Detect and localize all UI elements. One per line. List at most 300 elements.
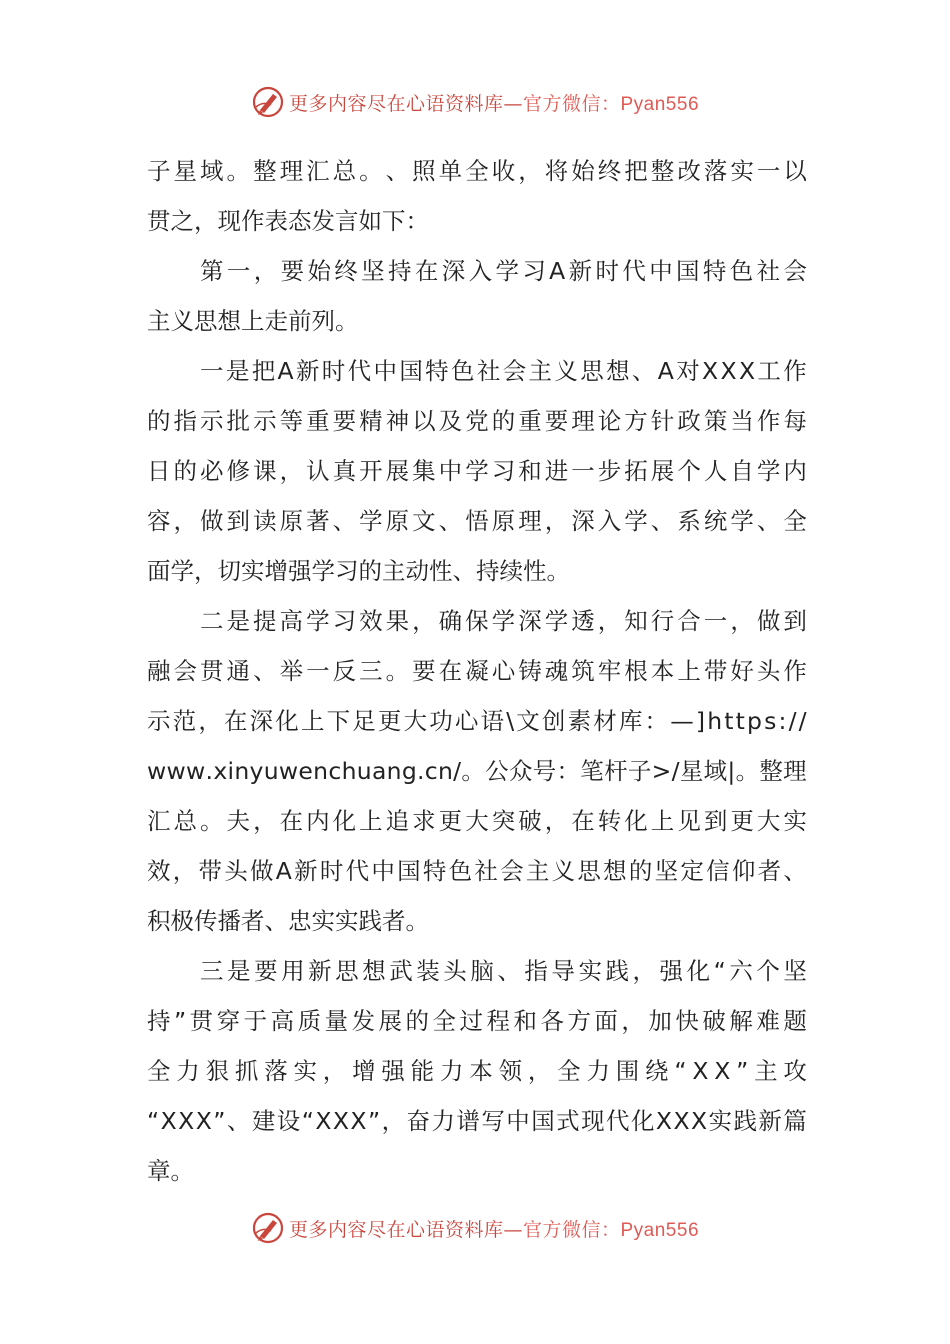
glyph: y: [249, 757, 264, 785]
glyph: 举: [279, 657, 304, 685]
glyph: 学: [544, 607, 569, 635]
text-line: [147, 496, 807, 546]
glyph: ，: [173, 507, 198, 535]
glyph: 、: [497, 957, 521, 985]
glyph: 以: [412, 407, 436, 435]
glyph: 在: [571, 807, 595, 835]
glyph: 在: [223, 707, 248, 735]
glyph: 学: [624, 507, 648, 535]
glyph: 求: [412, 807, 436, 835]
glyph: X: [738, 357, 756, 385]
glyph: 能: [410, 1057, 435, 1085]
glyph: 域: [200, 157, 224, 185]
glyph: 认: [306, 457, 330, 485]
glyph: 融: [147, 657, 171, 685]
glyph: 整: [650, 157, 675, 185]
text-line: [147, 196, 807, 246]
glyph: 思: [580, 357, 604, 385]
glyph: 子: [147, 157, 171, 185]
glyph: 坚: [361, 257, 385, 285]
glyph: 批: [226, 407, 251, 435]
glyph: i: [227, 757, 235, 785]
glyph: 要: [332, 407, 357, 435]
glyph: 文: [516, 707, 540, 735]
glyph: 会: [783, 257, 807, 285]
glyph: 及: [438, 407, 463, 435]
glyph: 导: [551, 957, 575, 985]
glyph: w: [166, 757, 186, 785]
glyph: ，: [621, 1007, 645, 1035]
glyph: w: [147, 757, 167, 785]
glyph: 理: [279, 157, 304, 185]
glyph: 设: [276, 1107, 301, 1135]
glyph: 贯: [200, 657, 224, 685]
glyph: 领: [498, 1057, 523, 1085]
glyph: 一: [226, 257, 251, 285]
glyph: 增: [352, 1057, 376, 1085]
glyph: 等: [279, 407, 304, 435]
glyph: 高: [270, 1007, 295, 1035]
glyph: 凝: [465, 657, 489, 685]
glyph: 上: [300, 707, 325, 735]
glyph: 做: [200, 507, 224, 535]
glyph: ”: [213, 1107, 226, 1135]
glyph: 想: [606, 357, 630, 385]
glyph: X: [160, 1107, 177, 1135]
glyph: |: [727, 757, 736, 785]
footer-banner: [0, 1206, 950, 1250]
text-line: [147, 1146, 807, 1196]
glyph: 个: [756, 957, 780, 985]
text-line: [147, 746, 807, 796]
glyph: 一: [703, 607, 728, 635]
glyph: 定: [680, 857, 704, 885]
glyph: 高: [279, 607, 304, 635]
banner-title: 更多内容尽在心语资料库: [288, 1218, 504, 1241]
glyph: X: [350, 1107, 367, 1135]
glyph: 星: [679, 757, 704, 785]
glyph: 在: [414, 257, 439, 285]
glyph: A: [277, 357, 294, 385]
glyph: n: [313, 757, 329, 785]
glyph: 示: [147, 707, 171, 735]
glyph: 入: [597, 507, 622, 535]
glyph: 、: [332, 507, 357, 535]
text-line: [147, 446, 807, 496]
glyph: 范: [172, 707, 197, 735]
glyph: X: [178, 1107, 195, 1135]
glyph: /: [788, 707, 797, 735]
glyph: 改: [677, 157, 701, 185]
glyph: 脑: [470, 957, 494, 985]
glyph: 色: [729, 257, 754, 285]
line-text: 贯之，现作表态发言如下：: [147, 207, 429, 235]
glyph: 政: [677, 407, 701, 435]
glyph: 会: [502, 357, 527, 385]
glyph: 自: [730, 457, 754, 485]
glyph: .: [417, 757, 425, 785]
glyph: 思: [577, 857, 601, 885]
glyph: 语: [480, 707, 505, 735]
glyph: 照: [412, 157, 436, 185]
glyph: 的: [405, 1007, 430, 1035]
glyph: 要: [544, 407, 569, 435]
glyph: 破: [702, 1007, 726, 1035]
glyph: 反: [332, 657, 357, 685]
glyph: 一: [756, 157, 781, 185]
glyph: 实: [293, 1057, 317, 1085]
glyph: 于: [243, 1007, 268, 1035]
glyph: 社: [756, 257, 781, 285]
glyph: 色: [451, 357, 475, 385]
glyph: 理: [783, 757, 807, 785]
glyph: 、: [226, 1107, 251, 1135]
glyph: 原: [385, 507, 410, 535]
text-line: [147, 1046, 807, 1096]
glyph: 发: [351, 1007, 376, 1035]
glyph: X: [332, 1107, 349, 1135]
glyph: 效: [147, 857, 171, 885]
glyph: 新: [758, 1107, 782, 1135]
glyph: ，: [544, 807, 569, 835]
text-line: [147, 146, 807, 196]
glyph: 奋: [406, 1107, 431, 1135]
glyph: A: [657, 357, 674, 385]
glyph: 加: [648, 1007, 672, 1035]
glyph: 上: [359, 807, 383, 835]
text-line: [147, 996, 807, 1046]
line-text: 积极传播者、忠实实践者。: [147, 907, 429, 935]
glyph: 每: [783, 407, 807, 435]
glyph: 中: [371, 857, 395, 885]
glyph: 文: [412, 507, 436, 535]
glyph: 材: [593, 707, 617, 735]
glyph: 代: [345, 857, 370, 885]
glyph: 本: [650, 657, 675, 685]
glyph: 程: [486, 1007, 510, 1035]
glyph: 素: [567, 707, 592, 735]
glyph: w: [186, 757, 206, 785]
banner-contact: 官方微信：Pyan556: [523, 93, 700, 115]
glyph: 把: [251, 357, 276, 385]
glyph: 牢: [597, 657, 622, 685]
glyph: 写: [481, 1107, 505, 1135]
glyph: 、: [650, 507, 675, 535]
glyph: ，: [381, 1107, 406, 1135]
glyph: 实: [783, 807, 807, 835]
glyph: “: [147, 1107, 160, 1135]
text-line: [147, 646, 807, 696]
glyph: 特: [425, 357, 449, 385]
glyph: 工: [757, 357, 781, 385]
glyph: X: [702, 357, 719, 385]
text-line: [147, 696, 807, 746]
glyph: 根: [624, 657, 648, 685]
glyph: —: [670, 707, 694, 735]
glyph: X: [655, 1107, 673, 1135]
glyph: 抓: [234, 1057, 259, 1085]
glyph: ”: [736, 1057, 749, 1085]
glyph: 。: [385, 657, 410, 685]
glyph: 容: [147, 507, 171, 535]
glyph: 头: [443, 957, 467, 985]
glyph: 课: [253, 457, 277, 485]
glyph: 学: [491, 607, 516, 635]
glyph: 全: [783, 507, 807, 535]
header-banner: [0, 80, 950, 124]
glyph: ]: [695, 707, 706, 735]
banner-contact: 官方微信：Pyan556: [523, 1219, 700, 1241]
glyph: 围: [615, 1057, 640, 1085]
glyph: 绕: [645, 1057, 669, 1085]
glyph: 习: [332, 607, 357, 635]
glyph: 国: [399, 357, 423, 385]
glyph: 指: [173, 407, 198, 435]
glyph: ，: [253, 257, 278, 285]
glyph: 夫: [226, 807, 251, 835]
glyph: 到: [783, 607, 807, 635]
glyph: 全: [465, 157, 489, 185]
glyph: 子: [627, 757, 652, 785]
glyph: 方: [624, 407, 648, 435]
text-line: [147, 1096, 807, 1146]
line-text: 主义思想上走前列。: [147, 307, 359, 335]
glyph: 指: [524, 957, 548, 985]
glyph: 化: [630, 1107, 655, 1135]
glyph: 。: [461, 757, 485, 785]
glyph: 国: [531, 1107, 555, 1135]
glyph: 汇: [147, 807, 171, 835]
glyph: 保: [465, 607, 489, 635]
glyph: 社: [476, 357, 501, 385]
glyph: 是: [226, 607, 251, 635]
glyph: 特: [702, 257, 727, 285]
glyph: 主: [525, 857, 550, 885]
glyph: 确: [438, 607, 463, 635]
glyph: 终: [334, 257, 358, 285]
glyph: 收: [491, 157, 516, 185]
glyph: >: [651, 757, 672, 785]
glyph: \: [506, 707, 515, 735]
glyph: 策: [703, 407, 728, 435]
glyph: 中: [373, 357, 397, 385]
glyph: 强: [381, 1057, 405, 1085]
glyph: 第: [200, 257, 224, 285]
glyph: 、: [253, 657, 277, 685]
glyph: 悟: [465, 507, 489, 535]
glyph: 效: [359, 607, 383, 635]
glyph: 更: [438, 807, 463, 835]
glyph: ，: [412, 607, 436, 635]
glyph: n: [234, 757, 250, 785]
glyph: 攻: [783, 1057, 807, 1085]
glyph: p: [747, 707, 762, 735]
glyph: 要: [412, 657, 436, 685]
line-text: 面学，切实增强学习的主动性、持续性。: [147, 557, 570, 585]
glyph: X: [691, 1107, 708, 1135]
glyph: 各: [540, 1007, 564, 1035]
glyph: e: [298, 757, 313, 785]
glyph: 新: [295, 357, 320, 385]
glyph: 想: [603, 857, 627, 885]
glyph: 总: [173, 807, 198, 835]
glyph: “: [301, 1107, 314, 1135]
glyph: 整: [253, 157, 277, 185]
glyph: 落: [264, 1057, 288, 1085]
glyph: 通: [226, 657, 251, 685]
glyph: 始: [571, 157, 595, 185]
glyph: 中: [649, 257, 673, 285]
glyph: 化: [275, 707, 299, 735]
glyph: 义: [554, 357, 578, 385]
glyph: 合: [677, 607, 701, 635]
glyph: 学: [465, 457, 489, 485]
glyph: 必: [200, 457, 224, 485]
glyph: 的: [628, 857, 653, 885]
glyph: 精: [359, 407, 383, 435]
glyph: 总: [332, 157, 357, 185]
glyph: 武: [389, 957, 413, 985]
glyph: /: [671, 757, 680, 785]
glyph: ”: [173, 1007, 187, 1035]
glyph: 代: [347, 357, 372, 385]
glyph: 下: [326, 707, 351, 735]
glyph: t: [724, 707, 734, 735]
glyph: 一: [571, 457, 595, 485]
glyph: 。: [735, 757, 760, 785]
glyph: ，: [730, 607, 754, 635]
text-line: [147, 546, 807, 596]
glyph: A: [275, 857, 292, 885]
glyph: 本: [469, 1057, 493, 1085]
glyph: x: [213, 757, 228, 785]
glyph: 用: [281, 957, 305, 985]
glyph: 践: [733, 1107, 757, 1135]
glyph: 仰: [731, 857, 756, 885]
glyph: 展: [378, 1007, 403, 1035]
glyph: 面: [594, 1007, 618, 1035]
glyph: ：: [644, 707, 669, 735]
glyph: ，: [597, 607, 622, 635]
glyph: 义: [551, 857, 576, 885]
glyph: X: [673, 1107, 690, 1135]
line-text: 章。: [147, 1157, 194, 1185]
glyph: 转: [597, 807, 622, 835]
glyph: 展: [650, 457, 675, 485]
glyph: 国: [676, 257, 700, 285]
glyph: 习: [491, 457, 516, 485]
glyph: ，: [198, 707, 222, 735]
glyph: g: [401, 757, 417, 785]
glyph: 域: [703, 757, 728, 785]
glyph: 神: [385, 407, 410, 435]
glyph: 式: [556, 1107, 580, 1135]
glyph: 更: [377, 707, 402, 735]
text-line: [147, 846, 807, 896]
glyph: 一: [200, 357, 224, 385]
glyph: 学: [306, 607, 330, 635]
glyph: 重: [306, 407, 330, 435]
banner-text: [289, 89, 699, 116]
paragraph-first-line: [147, 246, 807, 296]
glyph: 到: [226, 507, 251, 535]
glyph: 破: [518, 807, 542, 835]
glyph: h: [707, 707, 723, 735]
glyph: 社: [474, 857, 498, 885]
glyph: 三: [200, 957, 224, 985]
glyph: ，: [544, 507, 569, 535]
glyph: 全: [432, 1007, 457, 1035]
glyph: ，: [172, 857, 197, 885]
glyph: 果: [385, 607, 410, 635]
paragraph-first-line: [147, 596, 807, 646]
glyph: 的: [173, 457, 198, 485]
glyph: 学: [359, 507, 383, 535]
glyph: 特: [422, 857, 447, 885]
glyph: 化: [624, 807, 648, 835]
glyph: 量: [324, 1007, 349, 1035]
glyph: u: [263, 757, 279, 785]
text-line: [147, 296, 807, 346]
glyph: 现: [581, 1107, 605, 1135]
glyph: 深: [249, 707, 274, 735]
glyph: 论: [597, 407, 622, 435]
glyph: 和: [513, 1007, 537, 1035]
glyph: 个: [677, 457, 701, 485]
glyph: 系: [677, 507, 701, 535]
glyph: .: [205, 757, 214, 785]
glyph: 强: [659, 957, 684, 985]
glyph: 时: [321, 357, 346, 385]
glyph: 整: [759, 757, 783, 785]
glyph: 力: [439, 1057, 464, 1085]
glyph: 全: [147, 1057, 171, 1085]
glyph: 主: [528, 357, 553, 385]
glyph: 见: [677, 807, 701, 835]
glyph: 坚: [654, 857, 679, 885]
pen-logo-icon: [251, 1211, 285, 1245]
glyph: 头: [224, 857, 248, 885]
glyph: “: [674, 1057, 687, 1085]
glyph: 。: [226, 157, 251, 185]
glyph: 做: [250, 857, 274, 885]
glyph: 始: [307, 257, 331, 285]
glyph: 方: [567, 1007, 591, 1035]
glyph: 时: [595, 257, 619, 285]
glyph: 心: [491, 657, 516, 685]
glyph: 装: [416, 957, 440, 985]
glyph: 、: [783, 857, 807, 885]
glyph: 统: [703, 507, 728, 535]
glyph: 持: [147, 1007, 171, 1035]
glyph: 更: [730, 807, 754, 835]
glyph: 作: [756, 407, 781, 435]
glyph: 、: [385, 157, 410, 185]
glyph: 深: [571, 507, 595, 535]
glyph: A: [549, 257, 566, 285]
glyph: 深: [518, 607, 542, 635]
glyph: 、: [438, 507, 463, 535]
glyph: 读: [253, 507, 277, 535]
glyph: 铸: [518, 657, 542, 685]
glyph: 开: [359, 457, 383, 485]
glyph: 习: [522, 257, 546, 285]
glyph: 践: [605, 957, 629, 985]
pen-logo-icon: [251, 85, 285, 119]
glyph: 著: [306, 507, 330, 535]
glyph: 示: [253, 407, 277, 435]
glyph: c: [328, 757, 342, 785]
